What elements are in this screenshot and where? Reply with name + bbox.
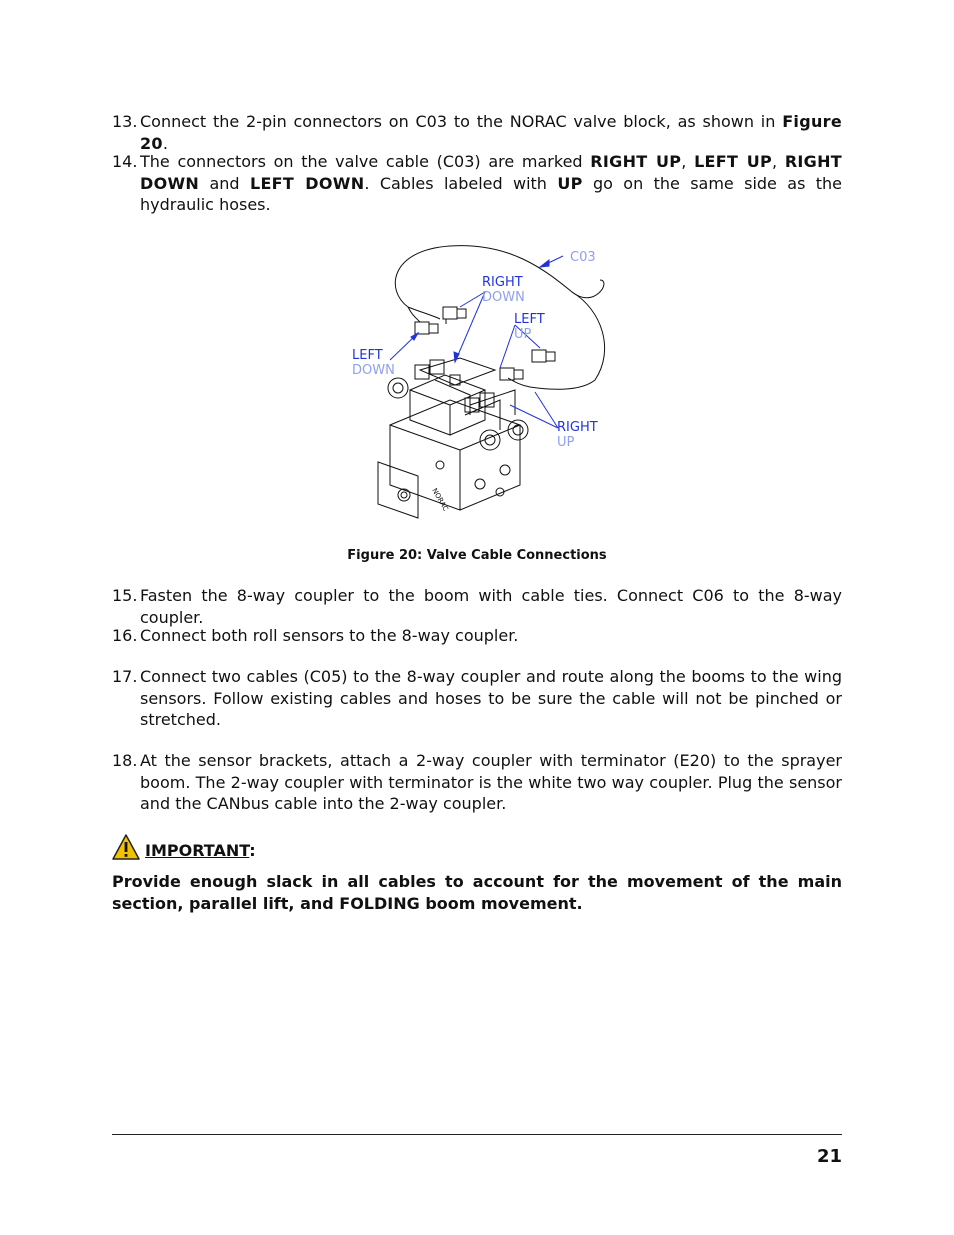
step-text: [140, 625, 842, 647]
step-number: 13.: [112, 112, 138, 131]
text-run: ,: [772, 152, 785, 171]
valve-cable-figure: [340, 240, 615, 540]
warning-triangle-icon: [112, 834, 140, 860]
right-down-label-line1: RIGHT: [482, 275, 523, 290]
step-15: [112, 585, 842, 628]
step-text: [140, 585, 842, 628]
bold-term: Figure 20: [140, 112, 842, 153]
step-number: 16.: [112, 626, 138, 645]
right-down-label-line2: DOWN: [482, 290, 525, 305]
bold-term: LEFT DOWN: [249, 173, 365, 193]
step-text: [140, 111, 842, 154]
right-up-connector: [532, 350, 555, 362]
step-14: [112, 151, 842, 216]
step-number: 18.: [112, 751, 138, 770]
text-run: Connect two cables (C05) to the 8-way coupler and route along the booms to the wing sensors. Follow existing cables and hoses to be sure the cable will not be pinched or stretched.: [140, 667, 842, 729]
right-up-label-line2: UP: [557, 435, 575, 450]
left-up-label-line1: LEFT: [514, 312, 545, 327]
text-run: Connect the 2-pin connectors on C03 to the NORAC valve block, as shown in: [140, 112, 783, 131]
right-down-connector: [443, 307, 466, 324]
step-number: 15.: [112, 586, 138, 605]
valve-block: [378, 358, 528, 518]
step-number: 14.: [112, 152, 138, 171]
important-text: Provide enough slack in all cables to account for the movement of the main section, parallel lift, and FOLDING boom movement.: [112, 872, 842, 913]
text-run: Connect both roll sensors to the 8-way coupler.: [140, 626, 519, 645]
page-number: 21: [816, 1146, 842, 1167]
important-label: IMPORTANT: [145, 841, 250, 860]
bold-term: LEFT UP: [694, 152, 773, 171]
bold-term: UP: [557, 173, 583, 193]
footer-rule: [112, 1134, 842, 1135]
step-text: [140, 750, 842, 815]
step-text: [140, 151, 842, 216]
text-run: ,: [681, 152, 695, 171]
left-up-label-line2: UP: [514, 327, 532, 342]
text-run: The connectors on the valve cable (C03) are marked: [140, 152, 591, 171]
step-17: [112, 666, 842, 731]
text-run: and: [199, 173, 250, 193]
left-down-label-line1: LEFT: [352, 348, 383, 363]
norac-block-text: NORAC: [430, 487, 450, 513]
text-run: go on the same side as the hydraulic hoses.: [140, 173, 843, 214]
figure-caption: Figure 20: Valve Cable Connections: [347, 548, 607, 563]
bold-term: RIGHT UP: [590, 152, 682, 171]
c03-label: C03: [570, 250, 596, 265]
step-13: [112, 111, 842, 154]
right-up-label-line1: RIGHT: [557, 420, 598, 435]
step-18: [112, 750, 842, 815]
step-text: [140, 666, 842, 731]
text-run: At the sensor brackets, attach a 2-way coupler with terminator (E20) to the sprayer boom. The 2-way coupler with terminator is the white two way coupler. Plug the sensor and the CANbus cable into the 2-way coupler.: [140, 751, 842, 813]
text-run: Fasten the 8-way coupler to the boom with cable ties. Connect C06 to the 8-way coupler.: [140, 586, 842, 627]
text-run: .: [162, 133, 168, 153]
step-number: 17.: [112, 667, 138, 686]
text-run: . Cables labeled with: [364, 173, 558, 193]
bold-term: RIGHT DOWN: [140, 152, 843, 193]
left-down-label-line2: DOWN: [352, 363, 395, 378]
important-colon: :: [249, 841, 256, 860]
step-16: [112, 625, 842, 647]
left-up-connector: [500, 368, 523, 380]
